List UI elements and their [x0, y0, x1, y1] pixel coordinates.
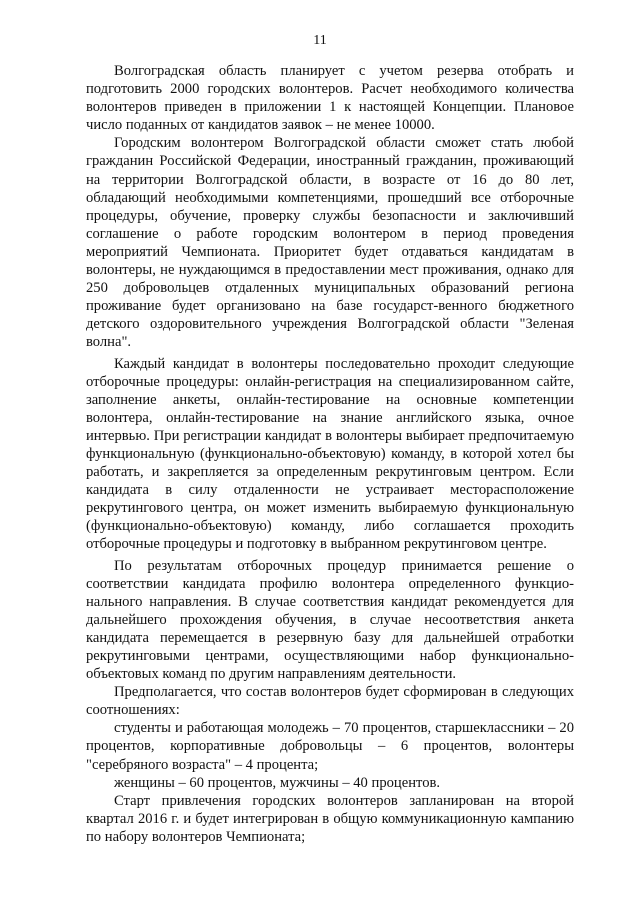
- paragraph-selection-procedures: Каждый кандидат в волонтеры последовательно проходит следующие отборочные процедуры: онлайн-регистрация на специализированном сайте, заполнение анкеты, онлайн-тестирование на основные компетенции волонтера, онлайн-тестирование на знание английского языка, очное интервью. При регистрации кандидат в волонтеры выбирает предпочитаемую функциональную (функционально-объектовую) команду, в которой хотел бы работать, и закрепляется за определенным рекрутинговым центром. Если кандидата в силу отдаленности не устраивает месторасположение рекрутингового центра, он может изменить выбираемую функциональную (функционально-объектовую) команду, либо соглашается проходить отборочные процедуры и подготовку в выбранном рекрутинговом центре.: [86, 355, 574, 553]
- paragraph-composition-intro: Предполагается, что состав волонтеров будет сформирован в следующих соотношениях:: [86, 684, 574, 719]
- paragraph-recruitment-start: Старт привлечения городских волонтеров запланирован на второй квартал 2016 г. и будет интегрирован в общую коммуникационную кампанию по набору волонтеров Чемпионата;: [86, 792, 574, 845]
- page-number: 11: [313, 33, 327, 48]
- paragraph-selection-results: По результатам отборочных процедур принимается решение о соответствии кандидата профилю волонтера определенного функцио-нального направления. В случае соответствия кандидат рекомендуется для дальнейшего прохождения обучения, в случае несоответствия анкета кандидата перемещается в резервную базу для дальнейшей отработки рекрутинговыми центрами, осуществляющими набор функционально-объектовых команд по другим направлениям деятельности.: [86, 557, 574, 683]
- paragraph-volunteer-target: Волгоградская область планирует с учетом резерва отобрать и подготовить 2000 городских волонтеров. Расчет необходимого количества волонтеров приведен в приложении 1 к настоящей Концепции. Плановое число поданных от кандидатов заявок – не менее 10000.: [86, 63, 574, 134]
- paragraph-composition-age-groups: студенты и работающая молодежь – 70 процентов, старшеклассники – 20 процентов, корпоративные добровольцы – 6 процентов, волонтеры "серебряного возраста" – 4 процента;: [86, 720, 574, 773]
- paragraph-volunteer-eligibility: Городским волонтером Волгоградской области сможет стать любой гражданин Российской Федерации, иностранный гражданин, проживающий на территории Волгоградской области, в возрасте от 16 до 80 лет, обладающий необходимыми компетенциями, прошедший все отборочные процедуры, обучение, проверку службы безопасности и заключивший соглашение о работе городским волонтером в период проведения мероприятий Чемпионата. Приоритет будет отдаваться кандидатам в волонтеры, не нуждающимся в предоставлении мест проживания, однако для 250 добровольцев отдаленных муниципальных образований региона проживание будет организовано на базе государст-венного бюджетного детского оздоровительного учреждения Волгоградской области "Зеленая волна".: [86, 135, 574, 351]
- paragraph-composition-gender: женщины – 60 процентов, мужчины – 40 процентов.: [114, 774, 441, 791]
- body-text: [86, 62, 574, 846]
